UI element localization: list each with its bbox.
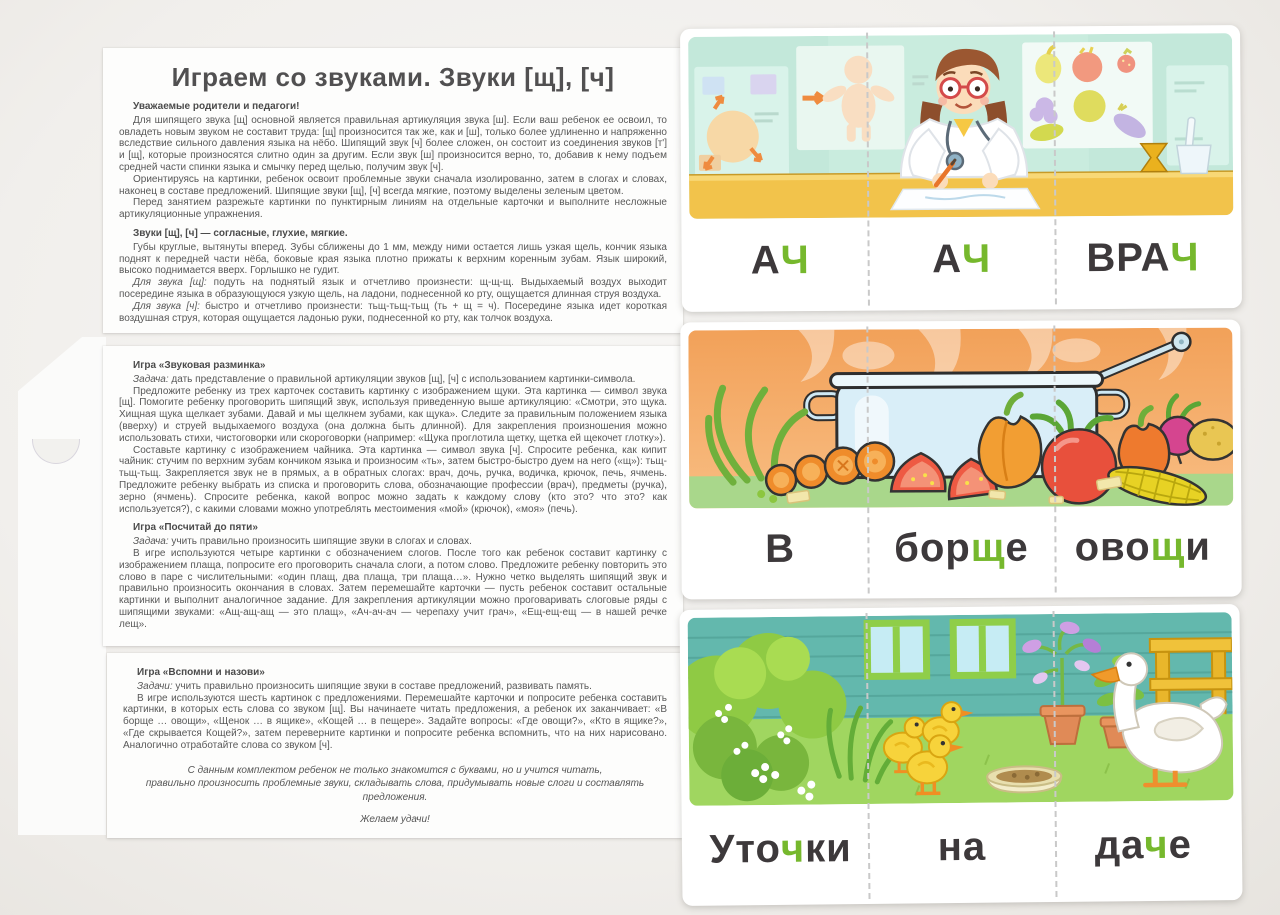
game1-task-text: дать представление о правильной артикуляции звуков [щ], [ч] с использованием картинки-символа. xyxy=(168,373,636,385)
game2-task-lead: Задача: xyxy=(133,536,169,548)
syllable-label-ach-2 xyxy=(871,216,1053,302)
fruit-poster xyxy=(1022,42,1153,149)
word-label-dache xyxy=(1052,800,1234,890)
intro-paragraph: Перед занятием разрежьте картинки по пунктирным линиям на отдельные карточки и выполните несложные артикуляционные упражнения. xyxy=(119,197,667,221)
footer-line: правильно произносить проблемные звуки, складывать слова, придумывать новые слоги и составлять предложения. xyxy=(145,778,645,803)
card-vrach-labels xyxy=(689,215,1234,304)
label-text: Уто xyxy=(709,826,782,872)
sound-ch-text: быстро и отчетливо произнести: тьщ-тьщ-тьщ (ть + щ = ч). Посередине языка идет короткая воздушная струя, которая ощущается ладонью руки, поднесенной ко рту, как толчок воздуха. xyxy=(119,300,667,324)
label-text: на xyxy=(937,824,987,869)
word-label-utochki xyxy=(690,804,872,894)
label-text: е xyxy=(1005,525,1029,570)
doctor-at-desk-illustration xyxy=(688,33,1233,219)
intro-heading: Уважаемые родители и педагоги! xyxy=(133,101,300,112)
label-text: А xyxy=(750,238,781,283)
label-text: ки xyxy=(804,825,852,871)
feed-bowl xyxy=(987,766,1061,793)
game3-task-text: учить правильно произносить шипящие звуки в составе предложений, развивать память. xyxy=(172,680,592,692)
card-ducklings-labels xyxy=(690,800,1235,894)
word-label-v xyxy=(689,507,871,590)
footer-wish: Желаем удачи! xyxy=(360,814,430,826)
sound-ch-lead: Для звука [ч]: xyxy=(133,300,200,312)
card-borscht xyxy=(680,320,1241,600)
word-label-na xyxy=(871,802,1053,892)
label-text: да xyxy=(1094,822,1145,868)
label-text-green: щ xyxy=(1150,524,1186,569)
card-vrach xyxy=(680,25,1242,312)
game1-task-lead: Задача: xyxy=(133,373,169,385)
leaflet-panel-memory-game xyxy=(107,653,683,838)
potato xyxy=(1188,420,1233,460)
leaflet-panel-intro xyxy=(103,48,683,333)
pea xyxy=(769,495,777,503)
sounds-paragraph: Губы круглые, вытянуты вперед. Зубы сближены до 1 мм, между ними остается лишь узкая щель, кончик языка поднят к передней части нёба, боковые края языка плотно прижаты к верхним коренным зубам. Язык широкий, высоко поднимается вверх. Горлышко не гудит. xyxy=(119,241,667,277)
sound-ch-paragraph xyxy=(119,301,667,325)
footer-line: С данным комплектом ребенок не только знакомится с буквами, но и учится читать, xyxy=(187,764,603,776)
game2-paragraph: В игре используются четыре картинки с обозначением слогов. После того как ребенок составит картинку с изображением плаща, попросите его проговорить сначала слоги, а потом слово. Предложите ребенку повторить это слово в паре с числительными: «один плащ, два плаща, три плаща…». Нужно четко выделять шипящий звук и правильно произносить окончания в словах. Затем перемешайте карточки — пусть ребенок составит остальные картинки и выполнит аналогичное задание. Для закрепления артикуляции можно проговаривать слоговые ряды с шипящими звуками: «Ащ-ащ-ащ — это плащ», «Ач-ач-ач — черепаху учит грач», «Ещ-ещ-ещ — в нашей речке лещ». xyxy=(119,547,667,630)
label-text: ово xyxy=(1074,524,1151,569)
game1-task xyxy=(119,374,667,386)
sounds-heading: Звуки [щ], [ч] — согласные, глухие, мягкие. xyxy=(133,227,348,239)
label-text: ВРА xyxy=(1086,235,1171,281)
page-title: Играем со звуками. Звуки [щ], [ч] xyxy=(171,62,615,92)
sound-sch-text: подуть на поднятый язык и отчетливо произнести: щ-щ-щ. Выдыхаемый воздух выходит посередине языка в образующуюся узкую щель, на ладони, поднесенной ко рту, ощущается длинная струя воздуха. xyxy=(119,277,667,300)
label-text-green: ч xyxy=(1144,822,1169,867)
borscht-pot-illustration xyxy=(688,328,1233,509)
folder-flap xyxy=(18,337,106,835)
card-borscht-labels xyxy=(689,506,1233,591)
label-text-green: щ xyxy=(970,525,1006,570)
word-label-ovoschi xyxy=(1052,506,1234,589)
label-text: и xyxy=(1185,524,1212,569)
cheese-stick xyxy=(787,490,810,503)
pea xyxy=(757,490,765,498)
game1-paragraph: Составьте картинку с изображением чайника. Эта картинка — символ звука [ч]. Спросите ребенка, как кипит чайник: стучим по верхним зубам кончиком языка и произносим «ть», затем быстро-быстро дуем на него («щ»): тьщ-тьщ-тьщ. Закрепляется звук не в прямых, а в обратных слогах: врач, дочь, ручка, водичка, крючок, печь, ячмень. Предложите ребенку выбрать из списка и проговорить слова, обозначающие профессии (врач), предметы (ручка), зерно (ячмень). Спросите ребенка, какой вопрос можно задать к каждому слову (кто это? что это? как используется?), с какими словами можно употреблять местоимения «мой» (крючок), «моя» (печь). xyxy=(119,444,667,515)
game2-task-text: учить правильно произносить шипящие звуки в слогах и словах. xyxy=(168,536,472,548)
word-label-vrach xyxy=(1052,215,1234,301)
intro-paragraph: Ориентируясь на картинки, ребенок освоит проблемные звуки сначала изолированно, затем в слогах и словах, наконец в составе предложений. Шипящие звуки [щ], [ч] всегда мягкие, поэтому выделены зеленым цветом. xyxy=(119,173,667,197)
label-text: бор xyxy=(894,525,971,570)
leaflet-panel-games xyxy=(103,346,683,646)
label-text-green: Ч xyxy=(780,238,810,283)
window xyxy=(864,619,931,680)
ducklings-illustration xyxy=(688,612,1234,806)
game2-heading: Игра «Посчитай до пяти» xyxy=(133,522,258,534)
game3-task xyxy=(123,681,667,693)
card-ducklings xyxy=(679,604,1242,906)
thumb-notch xyxy=(32,439,80,464)
game3-heading: Игра «Вспомни и назови» xyxy=(137,667,265,678)
window xyxy=(950,618,1017,679)
game3-paragraph: В игре используются шесть картинок с предложениями. Перемешайте карточки и попросите ребенка составить картинки, в которых есть слова со звуком [щ]. Вы начинаете читать предложения, а ребенок их заканчивает: «В борще … овощи», «Щенок … в ящике», «Кощей … в пещере». Задайте вопросы: «Где овощи?», «Кто в ящике?», «Где скрывается Кощей?», затем переверните картинки и попросите ребенка вспомнить, что на них нарисовано. Аналогично отработайте слова со звуком [ч]. xyxy=(123,692,667,751)
syllable-label-ach-1 xyxy=(689,218,871,304)
label-text-green: ч xyxy=(780,826,806,871)
label-text: В xyxy=(765,526,796,571)
label-text: А xyxy=(931,236,963,282)
label-text-green: Ч xyxy=(1170,235,1200,280)
sound-sch-lead: Для звука [щ]: xyxy=(133,277,207,289)
word-label-borsche xyxy=(871,507,1053,590)
game2-task xyxy=(119,536,667,548)
label-text: е xyxy=(1168,822,1193,867)
game3-task-lead: Задачи: xyxy=(137,680,173,692)
sound-sch-paragraph xyxy=(119,277,667,301)
leaflet-footer xyxy=(123,764,667,827)
game1-heading: Игра «Звуковая разминка» xyxy=(133,360,266,371)
label-text-green: Ч xyxy=(961,236,992,281)
game1-paragraph: Предложите ребенку из трех карточек составить картинку с изображением щуки. Эта картинка — символ звука [щ]. Помогите ребенку проговорить шипящий звук, используя приведенную выше артикуляцию: «Смотри, это щука. Хищная щука щелкает зубами. Давай и мы щелкнем зубами, как щука». Следите за правильным положением языка (вверху) и струей выдыхаемого воздуха (она должна быть длинной). Для закрепления произношения можно использовать стихи, чистоговорки или скороговорки (например: «Щука проглотила щетку, щетка ей щекочет глотку»). xyxy=(119,385,667,444)
intro-paragraph: Для шипящего звука [щ] основной является правильная артикуляция звука [ш]. Если ваш ребенок ее освоил, то овладеть новым звуком не составит труда: [щ] произносится так же, как и [ш], только более удлиненно и напряженно вследствие сильного давления языка на нёбо. Шипящий звук [ч] более сложен, он состоит из соединения звуков [т'] и [щ], которые произносятся слитно один за другим. Если звук [ш] произносится верно, то, добавив к нему подъем средней части спинки языка и смычку перед щелью, получим звук [ч]. xyxy=(119,114,667,173)
